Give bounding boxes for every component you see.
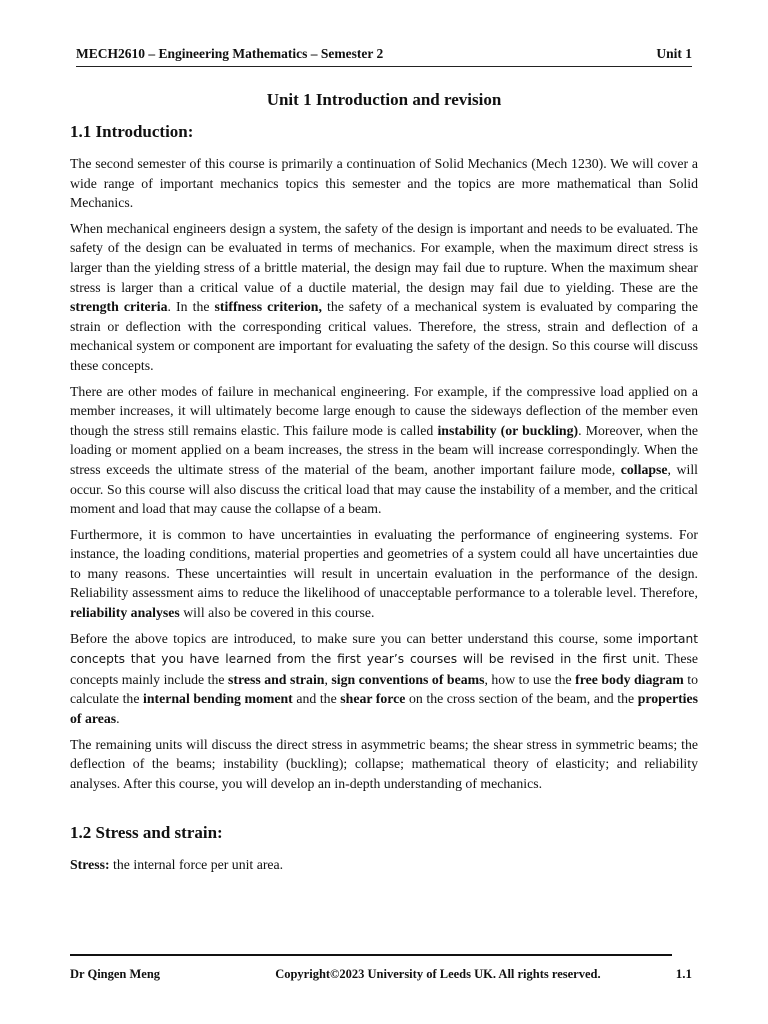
bold-term: stiffness criterion, [214,299,322,315]
section-heading-introduction: 1.1 Introduction: [70,122,194,141]
bold-term: free body diagram [575,671,684,687]
bold-term: stress and strain [228,671,325,687]
bold-term: strength criteria [70,299,168,315]
bold-term: Stress: [70,857,110,873]
bold-term: internal bending moment [143,691,293,707]
section-heading-stress-strain: 1.2 Stress and strain: [70,823,223,843]
bold-term: properties of areas [70,691,699,727]
stress-definition: Stress: the internal force per unit area. [70,857,284,873]
copyright-notice: Copyright©2023 University of Leeds UK. All rights reserved. [275,966,601,981]
bold-term: shear force [340,691,406,707]
paragraph-3: There are other modes of failure in mechanical engineering. For example, if the compressive load applied on a member increases, it will ultimately become large enough to cause the sideways deflection of the member even though the stress still remains elastic. This failure mode is called instability (or buckling). Moreover, when the loading or moment applied on a beam increases, the stress in the beam will increase correspondingly. When the stress exceeds the ultimate stress of the material of the beam, another important failure mode, collapse, will occur. So this course will also discuss the critical load that may cause the instability of a member, and the critical moment and load that may cause the collapse of a beam. [70,383,698,517]
footer-divider [70,954,672,956]
paragraph-6: The remaining units will discuss the direct stress in asymmetric beams; the shear stress in symmetric beams; the deflection of the beams; instability (buckling); collapse; mathematical theory of elasticity; and reliability analyses. After this course, you will develop an in-depth understanding of mechanics. [70,736,698,791]
page-footer [70,966,692,982]
bold-term: reliability analyses [70,605,180,621]
paragraph-1: The second semester of this course is primarily a continuation of Solid Mechanics (Mech 1230). We will cover a wide range of important mechanics topics this semester and the topics are more mathematical than Solid Mechanics. [70,156,698,211]
paragraph-5: Before the above topics are introduced, to make sure you can better understand this course, some important concepts that you have learned from the first year’s courses will be revised in the first unit. These concepts mainly include the stress and strain, sign conventions of beams, how to use the free body diagram to calculate the internal bending moment and the shear force on the cross section of the beam, and the properties of areas. [70,630,699,727]
page-header [76,46,692,67]
unit-label: Unit 1 [656,46,692,61]
author: Dr Qingen Meng [70,966,161,981]
paragraph-2: When mechanical engineers design a system, the safety of the design is important and needs to be evaluated. The safety of the design can be evaluated in terms of mechanics. For example, when the maximum direct stress is larger than the yielding stress of a brittle material, the design may fail due to rupture. When the maximum shear stress is larger than a critical value of a ductile material, the design may fail due to yielding. These are the strength criteria. In the stiffness criterion, the safety of a mechanical system is evaluated by comparing the strain or deflection with the corresponding critical values. Therefore, the stress, strain and deflection of a mechanical system or component are important for evaluating the safety of the design. So this course will discuss these concepts. [70,220,698,373]
bold-term: instability (or buckling) [437,422,579,438]
bold-term: sign conventions of beams [331,671,485,687]
bold-term: collapse [620,461,668,477]
paragraph-4: Furthermore, it is common to have uncertainties in evaluating the performance of engineering systems. For instance, the loading conditions, material properties and geometries of a system could all have uncertainties due to many reasons. These uncertainties will result in uncertain evaluation in the performance of the design. Reliability assessment aims to reduce the likelihood of unacceptable performance to a tolerable level. Therefore, reliability analyses will also be covered in this course. [70,526,698,621]
course-title: MECH2610 – Engineering Mathematics – Semester 2 [76,46,384,61]
document-body [70,120,698,881]
page-title: Unit 1 Introduction and revision [266,90,502,109]
page-number: 1.1 [675,966,692,981]
